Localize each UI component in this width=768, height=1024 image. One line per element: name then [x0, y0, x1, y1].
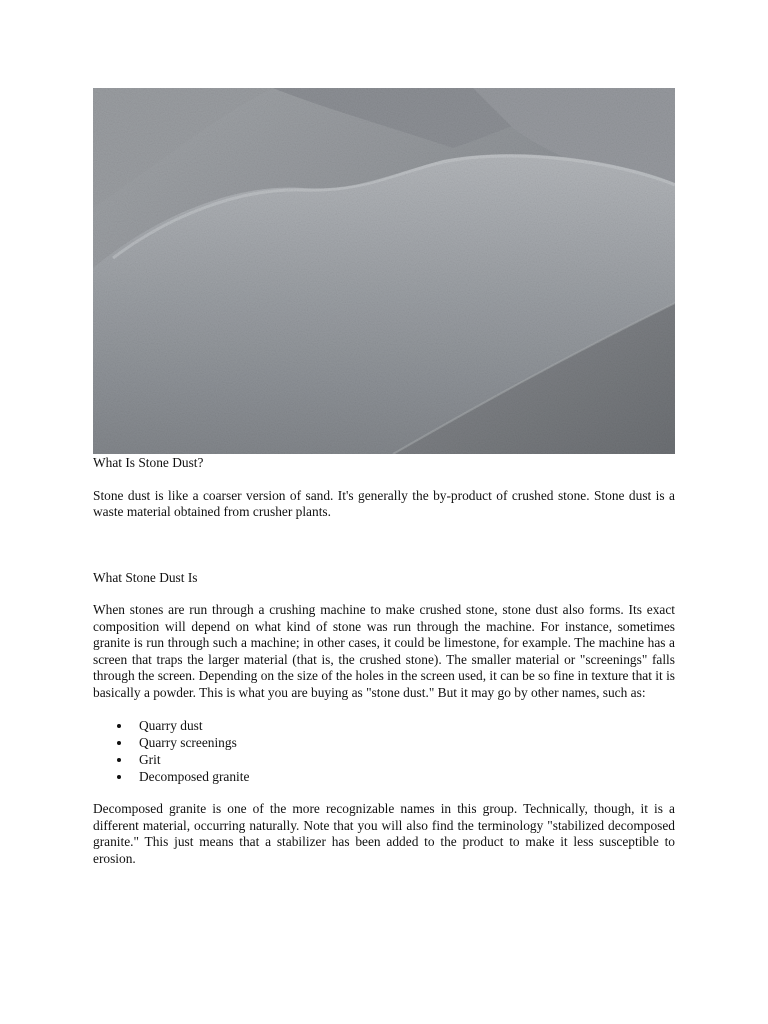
bullet-icon	[117, 741, 121, 745]
section-body: When stones are run through a crushing machine to make crushed stone, stone dust also forms. Its exact composition will depend on what kind of stone was run through the machine. For instance, sometimes granite is run through such a machine; in other cases, it could be limestone, for example. The machine has a screen that traps the larger material (that is, the crushed stone). The smaller material or "screenings" falls through the screen. Depending on the size of the holes in the screen used, it can be so fine in texture that it is basically a powder. This is what you are buying as "stone dust." But it may go by other names, such as:	[93, 602, 675, 700]
stone-dust-photo	[93, 88, 675, 454]
list-item	[93, 768, 675, 785]
closing-paragraph: Decomposed granite is one of the more recognizable names in this group. Technically, though, it is a different material, occurring naturally. Note that you will also find the terminology "stabilized decomposed granite." This just means that a stabilizer has been added to the product to make it less susceptible to erosion.	[93, 801, 675, 866]
bullet-icon	[117, 775, 121, 779]
list-item-label: Quarry dust	[139, 718, 203, 733]
intro-paragraph: Stone dust is like a coarser version of sand. It's generally the by-product of crushed stone. Stone dust is a waste material obtained from crusher plants.	[93, 487, 675, 519]
list-item-label: Grit	[139, 752, 161, 767]
bullet-icon	[117, 724, 121, 728]
bullet-icon	[117, 758, 121, 762]
document-page	[93, 88, 675, 867]
list-item-label: Decomposed granite	[139, 769, 250, 784]
list-item	[93, 734, 675, 751]
section-heading: What Stone Dust Is	[93, 569, 198, 585]
list-item	[93, 717, 675, 734]
list-item	[93, 751, 675, 768]
image-caption: What Is Stone Dust?	[93, 455, 204, 470]
list-item-label: Quarry screenings	[139, 735, 237, 750]
alternate-names-list	[93, 717, 675, 785]
